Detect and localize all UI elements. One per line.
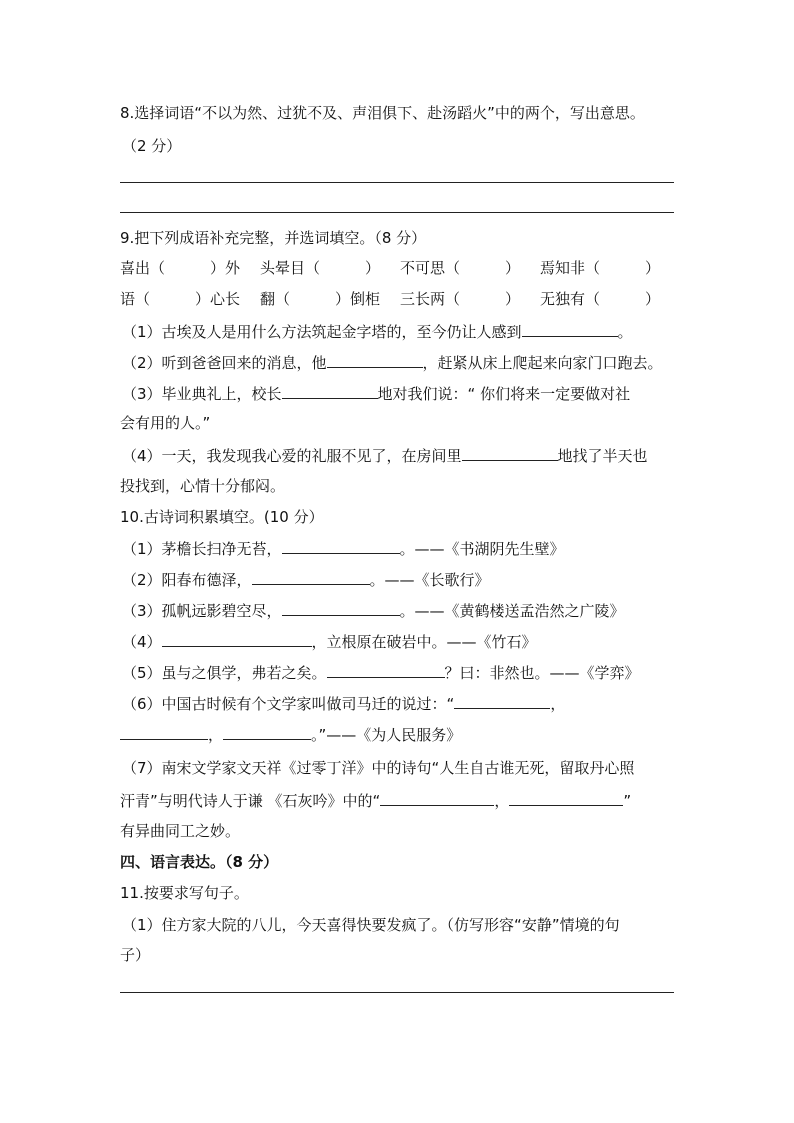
q10-poem-5: （5）虽与之俱学，弗若之矣。 ？曰：非然也。——《学弈》 — [122, 664, 640, 682]
q9-sentence-1: （1）古埃及人是用什么方法筑起金字塔的，至今仍让人感到 。 — [122, 323, 633, 341]
fill-blank[interactable] — [454, 693, 550, 709]
idiom-item: 头晕目（ ） — [260, 259, 381, 277]
q8-prompt-line1: 8.选择词语“不以为然、过犹不及、声泪俱下、赴汤蹈火”中的两个，写出意思。 — [120, 104, 645, 122]
q10-poem-1: （1）茅檐长扫净无苔， 。——《书湖阴先生壁》 — [122, 540, 565, 558]
fill-blank[interactable] — [282, 600, 400, 616]
q8-score: （2 分） — [122, 137, 182, 155]
fill-blank[interactable] — [522, 321, 618, 337]
q9-idiom-row-2 — [120, 289, 680, 309]
idiom-item: 不可思（ ） — [400, 259, 521, 277]
q9-title: 9.把下列成语补充完整，并选词填空。（8 分） — [120, 229, 427, 247]
q9-sentence-3: （3）毕业典礼上，校长 地对我们说：“ 你们将来一定要做对社 — [122, 385, 631, 403]
idiom-item: 焉知非（ ） — [540, 259, 661, 277]
fill-blank[interactable] — [282, 538, 400, 554]
q11-prompt-1-cont: 子） — [120, 946, 151, 964]
q9-idiom-row-1 — [120, 258, 680, 278]
q9-sentence-4-cont: 投找到，心情十分郁闷。 — [120, 477, 286, 495]
idiom-item: 翻（ ）倒柜 — [260, 290, 381, 308]
fill-blank[interactable] — [462, 445, 558, 461]
fill-blank[interactable] — [120, 724, 208, 740]
fill-blank[interactable] — [327, 352, 423, 368]
q8-answer-line-2 — [120, 212, 674, 213]
q11-title: 11.按要求写句子。 — [120, 884, 249, 902]
q10-poem-7-end: 有异曲同工之妙。 — [120, 822, 241, 840]
q10-title: 10.古诗词积累填空。(10 分） — [120, 508, 324, 526]
fill-blank[interactable] — [252, 569, 370, 585]
q10-poem-6-cont: ， 。”——《为人民服务》 — [120, 724, 461, 745]
q9-sentence-2: （2）听到爸爸回来的消息，他 ，赶紧从床上爬起来向家门口跑去。 — [122, 354, 663, 372]
q11-prompt-1: （1）住方家大院的八儿，今天喜得快要发疯了。（仿写形容“安静”情境的句 — [122, 916, 620, 934]
idiom-item: 三长两（ ） — [400, 290, 521, 308]
section-4-heading: 四、语言表达。（8 分） — [120, 853, 279, 871]
q10-poem-3: （3）孤帆远影碧空尽， 。——《黄鹤楼送孟浩然之广陵》 — [122, 602, 625, 620]
fill-blank[interactable] — [327, 662, 445, 678]
fill-blank[interactable] — [223, 724, 311, 740]
idiom-item: 喜出（ ）外 — [120, 259, 241, 277]
q9-sentence-3-cont: 会有用的人。” — [120, 414, 211, 432]
fill-blank[interactable] — [282, 383, 378, 399]
fill-blank[interactable] — [162, 631, 312, 647]
q8-answer-line-1 — [120, 182, 674, 183]
fill-blank[interactable] — [380, 790, 494, 806]
q10-poem-7: （7）南宋文学家文天祥《过零丁洋》中的诗句“人生自古谁无死，留取丹心照 — [122, 759, 635, 777]
q10-poem-7-cont: 汗青”与明代诗人于谦 《石灰吟》中的“ ， ” — [120, 792, 632, 810]
idiom-item: 无独有（ ） — [540, 290, 661, 308]
idiom-item: 语（ ）心长 — [120, 290, 241, 308]
q11-answer-line — [120, 992, 674, 993]
q10-poem-2: （2）阳春布德泽， 。——《长歌行》 — [122, 571, 490, 589]
q9-sentence-4: （4）一天，我发现我心爱的礼服不见了，在房间里 地找了半天也 — [122, 447, 648, 465]
q10-poem-4: （4） ，立根原在破岩中。——《竹石》 — [122, 633, 537, 651]
q10-poem-6: （6）中国古时候有个文学家叫做司马迁的说过：“ ， — [122, 695, 566, 713]
fill-blank[interactable] — [509, 790, 623, 806]
